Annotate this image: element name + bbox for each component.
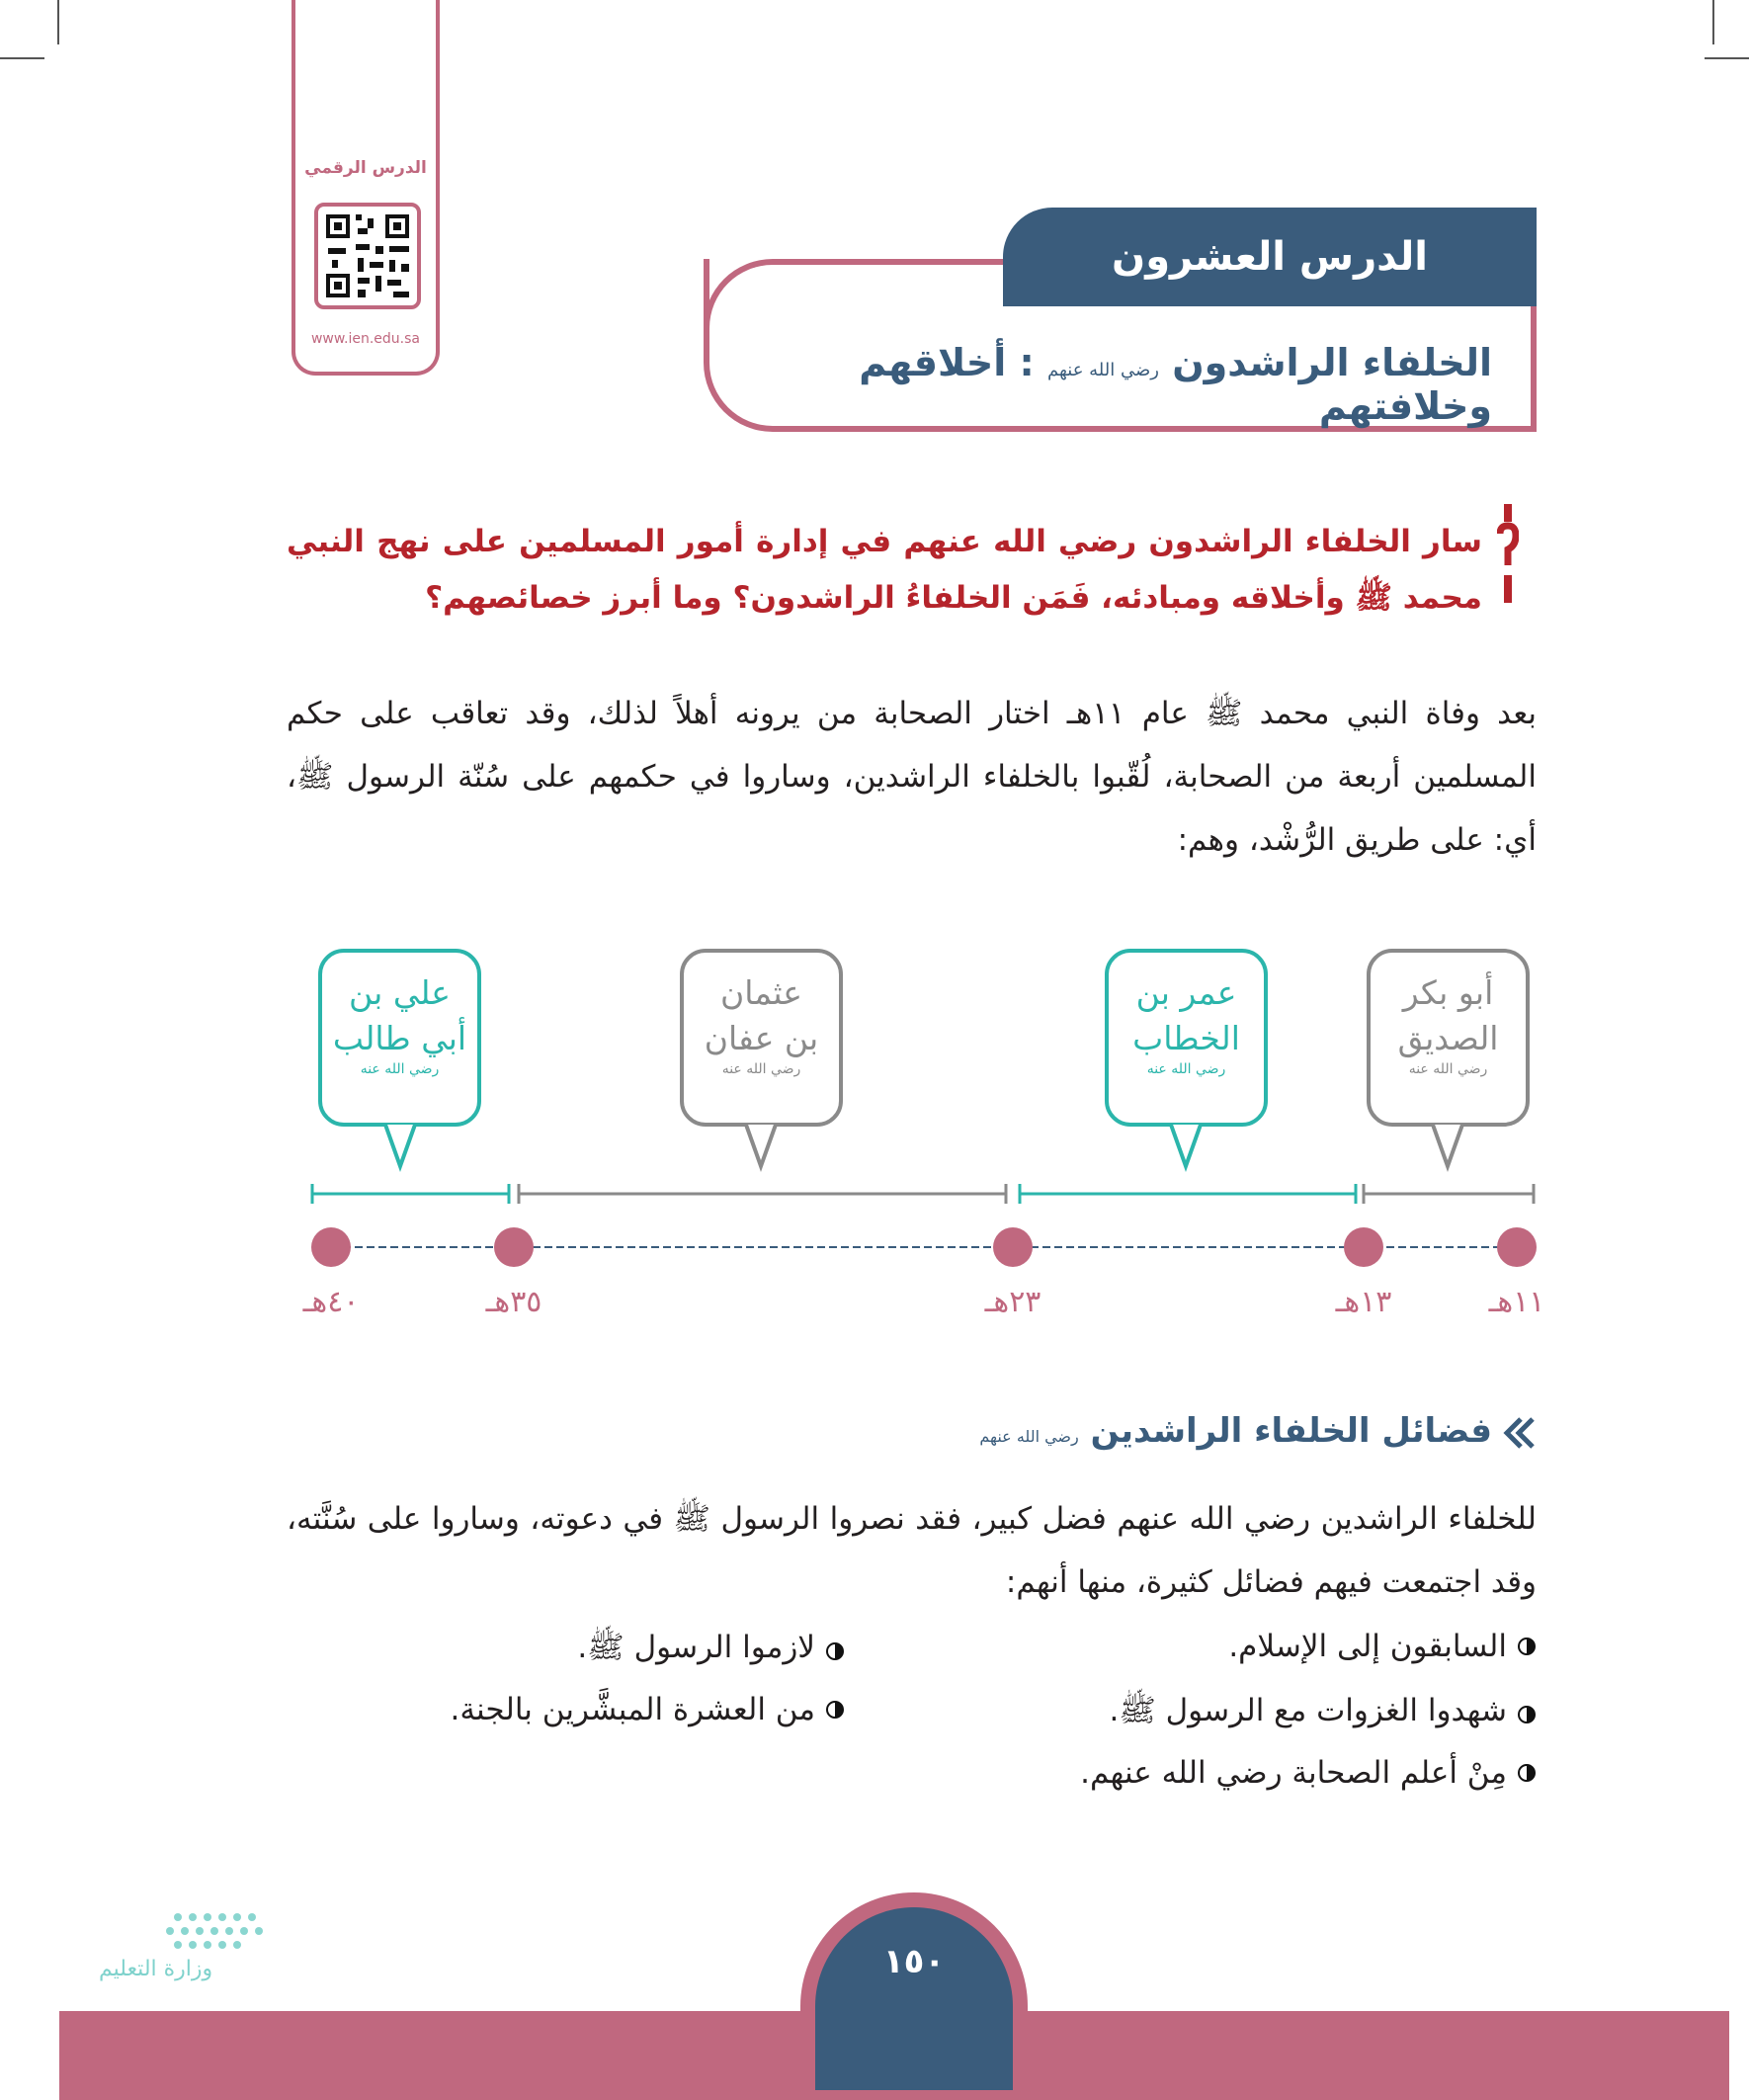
list-item [1228,1629,1537,1664]
intro-question: سار الخلفاء الراشدون رضي الله عنهم في إدارة أمور المسلمين على نهج النبي محمد ﷺ وأخلاقه ومبادئه، فَمَن الخلفاءُ الراشدون؟ وما أبرز خصائصهم؟ [287,524,1482,616]
list-item [1109,1692,1537,1736]
question-mark-icon [1497,504,1519,603]
list-item [451,1692,845,1727]
caliph-honor: رضي الله عنه [1146,1061,1226,1077]
timeline-dot [494,1227,534,1267]
half-circle-bullet-icon [1517,1763,1537,1783]
lesson-title-frame-top [704,259,1016,334]
ministry-name: وزارة التعليم [99,1957,213,1981]
caliph-bubble-abu-bakr [1367,949,1530,1127]
lesson-title-sub: : أخلاقهم وخلافتهم [859,341,1492,428]
caliph-name-line2: الخطاب [1132,1019,1240,1057]
half-circle-bullet-icon [825,1700,845,1720]
lesson-title [731,341,1492,428]
list-item-text: السابقون إلى الإسلام. [1228,1629,1507,1664]
list-item-text: شهدوا الغزوات مع الرسول ﷺ. [1109,1693,1507,1728]
bubble-tail [385,1125,415,1166]
caliph-name-line1: أبو بكر [1402,973,1494,1012]
caliph-name-line2: بن عفان [704,1019,819,1057]
list-item [577,1629,845,1673]
timeline-dot [311,1227,351,1267]
page-number-badge [815,1907,1013,2090]
lesson-title-main: الخلفاء الراشدون [1172,341,1492,384]
caliph-honor: رضي الله عنه [1408,1061,1488,1077]
lesson-number-banner: الدرس العشرون [1003,208,1537,306]
crop-mark [0,57,44,59]
timeline-year: ١١هـ [1488,1285,1545,1319]
caliph-name-line1: عمر بن [1135,973,1237,1012]
virtues-paragraph: للخلفاء الراشدين رضي الله عنهم فضل كبير، فقد نصروا الرسول ﷺ في دعوته، وساروا على سُنَّته، وقد اجتمعت فيهم فضائل كثيرة، منها أنهم: [287,1501,1537,1600]
body-paragraph: بعد وفاة النبي محمد ﷺ عام ١١هـ اختار الصحابة من يرونه أهلاً لذلك، وقد تعاقب على حكم المسلمين أربعة من الصحابة، لُقّبوا بالخلفاء الراشدين، وساروا في حكمهم على سُنّة الرسول ﷺ، أي: على طريق الرُّشْد، وهم: [287,696,1537,858]
section-heading-text: فضائل الخلفاء الراشدين [1090,1411,1492,1451]
caliph-name-line2: أبي طالب [332,1019,467,1057]
bubble-tail [746,1125,776,1166]
timeline-dot [993,1227,1033,1267]
caliph-bubble-omar [1105,949,1268,1127]
bubble-tail [1171,1125,1201,1166]
timeline-year: ٣٥هـ [485,1285,542,1319]
half-circle-bullet-icon [1517,1637,1537,1656]
caliph-name-line1: عثمان [719,973,802,1012]
list-item-text: من العشرة المبشَّرين بالجنة. [450,1692,815,1727]
half-circle-bullet-icon [1517,1705,1537,1724]
timeline-dot [1344,1227,1383,1267]
qr-code[interactable] [314,203,421,309]
timeline-dot [1497,1227,1537,1267]
qr-url[interactable]: www.ien.edu.sa [310,331,421,347]
timeline-graphic [0,1117,1749,1275]
caliph-name-line1: علي بن [349,973,451,1012]
page-number: ١٥٠ [882,1942,946,1981]
timeline-year: ١٣هـ [1335,1285,1392,1319]
list-item-text: مِنْ أعلم الصحابة رضي الله عنهم. [1080,1755,1507,1791]
bubble-tail [1433,1125,1462,1166]
crop-mark [57,0,59,44]
caliph-bubble-ali [318,949,481,1127]
ministry-logo-icon [99,1897,296,2006]
caliph-honor: رضي الله عنه [721,1061,801,1077]
timeline-year: ٢٣هـ [984,1285,1041,1319]
half-circle-bullet-icon [825,1641,845,1661]
lesson-title-honor: رضي الله عنهم [1046,360,1159,380]
caliph-honor: رضي الله عنه [360,1061,440,1077]
qr-tab [292,0,440,376]
timeline-year: ٤٠هـ [302,1285,360,1319]
section-heading [889,1411,1492,1451]
double-chevron-icon [1497,1413,1537,1453]
list-item [1080,1755,1537,1791]
crop-mark [1712,0,1714,44]
section-heading-honor: رضي الله عنهم [979,1427,1079,1446]
caliph-name-line2: الصديق [1397,1019,1499,1057]
qr-title: الدرس الرقمي [304,158,427,178]
list-item-text: لازموا الرسول ﷺ. [577,1630,815,1665]
crop-mark [1705,57,1749,59]
caliph-bubble-othman [680,949,843,1127]
